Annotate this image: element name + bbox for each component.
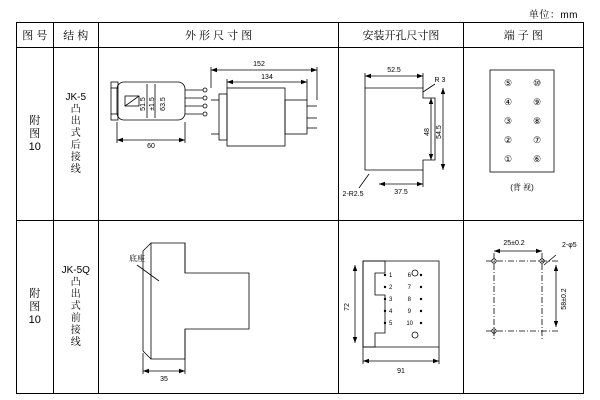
structure-char: 接 xyxy=(70,152,81,163)
cell-figure-no-1 xyxy=(17,48,54,221)
base-label: 底座 xyxy=(128,254,145,263)
terminal-number: 2 xyxy=(389,285,393,291)
dim-2-phi5: 2-φ5 xyxy=(561,242,577,249)
terminal-number: 7 xyxy=(407,285,412,291)
dim-tol-1-5: ±1.5 xyxy=(148,97,156,111)
terminal-diagram-jk5q-front xyxy=(464,221,580,391)
cell-structure-2 xyxy=(53,221,98,394)
outline-drawing-jk5q-front xyxy=(99,221,335,391)
terminal-number: 4 xyxy=(389,309,393,315)
terminal-number: ⑧ xyxy=(532,116,541,126)
structure-char: 后 xyxy=(70,140,81,151)
dim-152: 152 xyxy=(253,61,265,68)
dim-37-5: 37.5 xyxy=(394,189,409,196)
terminal-number: 8 xyxy=(407,297,412,303)
cell-mounting-drawing-2 xyxy=(339,221,463,394)
structure-char: 前 xyxy=(70,313,81,324)
structure-char: 凸 xyxy=(70,104,81,115)
header-structure: 结 构 xyxy=(53,23,98,48)
structure-char: 出 xyxy=(70,289,81,300)
dim-25-tol: 25±0.2 xyxy=(502,240,525,247)
dim-35: 35 xyxy=(160,376,168,383)
dim-48: 48 xyxy=(424,128,432,136)
structure-char: 凸 xyxy=(70,277,81,288)
cell-outline-drawing-2 xyxy=(98,221,338,394)
unit-note: 单位：mm xyxy=(528,10,578,21)
structure-char: 式 xyxy=(70,301,81,312)
terminal-number: ⑨ xyxy=(532,97,541,107)
terminal-number: ⑩ xyxy=(532,78,541,88)
terminal-diagram-jk5-rear xyxy=(464,48,580,218)
dim-52-5: 52.5 xyxy=(387,67,402,74)
cell-structure-1 xyxy=(53,48,98,221)
terminal-number: 5 xyxy=(389,321,393,327)
figure-no-char: 图 xyxy=(29,127,41,140)
terminal-number: 1 xyxy=(389,273,393,279)
header-mounting: 安装开孔尺寸图 xyxy=(339,23,463,48)
dim-60: 60 xyxy=(147,143,155,150)
structure-char: 线 xyxy=(70,164,81,175)
figure-no-char: 图 xyxy=(29,300,41,313)
dim-r3: R 3 xyxy=(434,77,446,84)
header-outline: 外 形 尺 寸 图 xyxy=(98,23,338,48)
dim-58-tol: 58±0.2 xyxy=(560,288,568,310)
structure-char: 出 xyxy=(70,116,81,127)
structure-char: JK-5Q xyxy=(61,265,90,276)
dim-54-5: 54.5 xyxy=(436,125,444,139)
terminal-number: ③ xyxy=(503,116,512,126)
structure-char: 式 xyxy=(70,128,81,139)
header-terminal: 端 子 图 xyxy=(463,23,583,48)
figure-no-char: 10 xyxy=(28,140,41,153)
dimension-table xyxy=(16,22,584,394)
structure-char: 线 xyxy=(70,337,81,348)
header-figure-no: 图 号 xyxy=(17,23,54,48)
terminal-number: 3 xyxy=(389,297,393,303)
cell-figure-no-2 xyxy=(17,221,54,394)
figure-no-char: 附 xyxy=(29,114,41,127)
figure-no-char: 附 xyxy=(29,287,41,300)
terminal-number: ① xyxy=(503,154,512,164)
terminal-number: ⑥ xyxy=(532,154,541,164)
dim-63-5: 63.5 xyxy=(159,97,167,111)
dim-91: 91 xyxy=(397,368,406,375)
mounting-hole-drawing-jk5q-front xyxy=(339,221,459,391)
table-row xyxy=(17,48,584,221)
cell-terminal-drawing-2 xyxy=(463,221,583,394)
cell-terminal-drawing-1 xyxy=(463,48,583,221)
terminal-number: 9 xyxy=(407,309,412,315)
terminal-number: 10 xyxy=(406,321,414,327)
terminal-number: ② xyxy=(503,135,512,145)
terminal-number: ⑦ xyxy=(532,135,541,145)
table-header-row xyxy=(17,23,584,48)
terminal-view-note: (背 视) xyxy=(509,183,534,192)
table-row xyxy=(17,221,584,394)
structure-char: 接 xyxy=(70,325,81,336)
cell-outline-drawing-1 xyxy=(98,48,338,221)
outline-drawing-jk5-rear xyxy=(99,48,335,218)
dim-2-r2-5: 2-R2.5 xyxy=(342,191,364,198)
terminal-number: ④ xyxy=(503,97,512,107)
terminal-number: ⑤ xyxy=(503,78,512,88)
dim-134: 134 xyxy=(261,74,273,81)
structure-char: JK-5 xyxy=(65,92,87,103)
cell-mounting-drawing-1 xyxy=(339,48,463,221)
dim-72: 72 xyxy=(344,303,352,311)
figure-no-char: 10 xyxy=(28,313,41,326)
terminal-number: 6 xyxy=(407,273,412,279)
dim-51-5: 51.5 xyxy=(139,97,147,111)
mounting-hole-drawing-jk5-rear xyxy=(339,48,459,218)
